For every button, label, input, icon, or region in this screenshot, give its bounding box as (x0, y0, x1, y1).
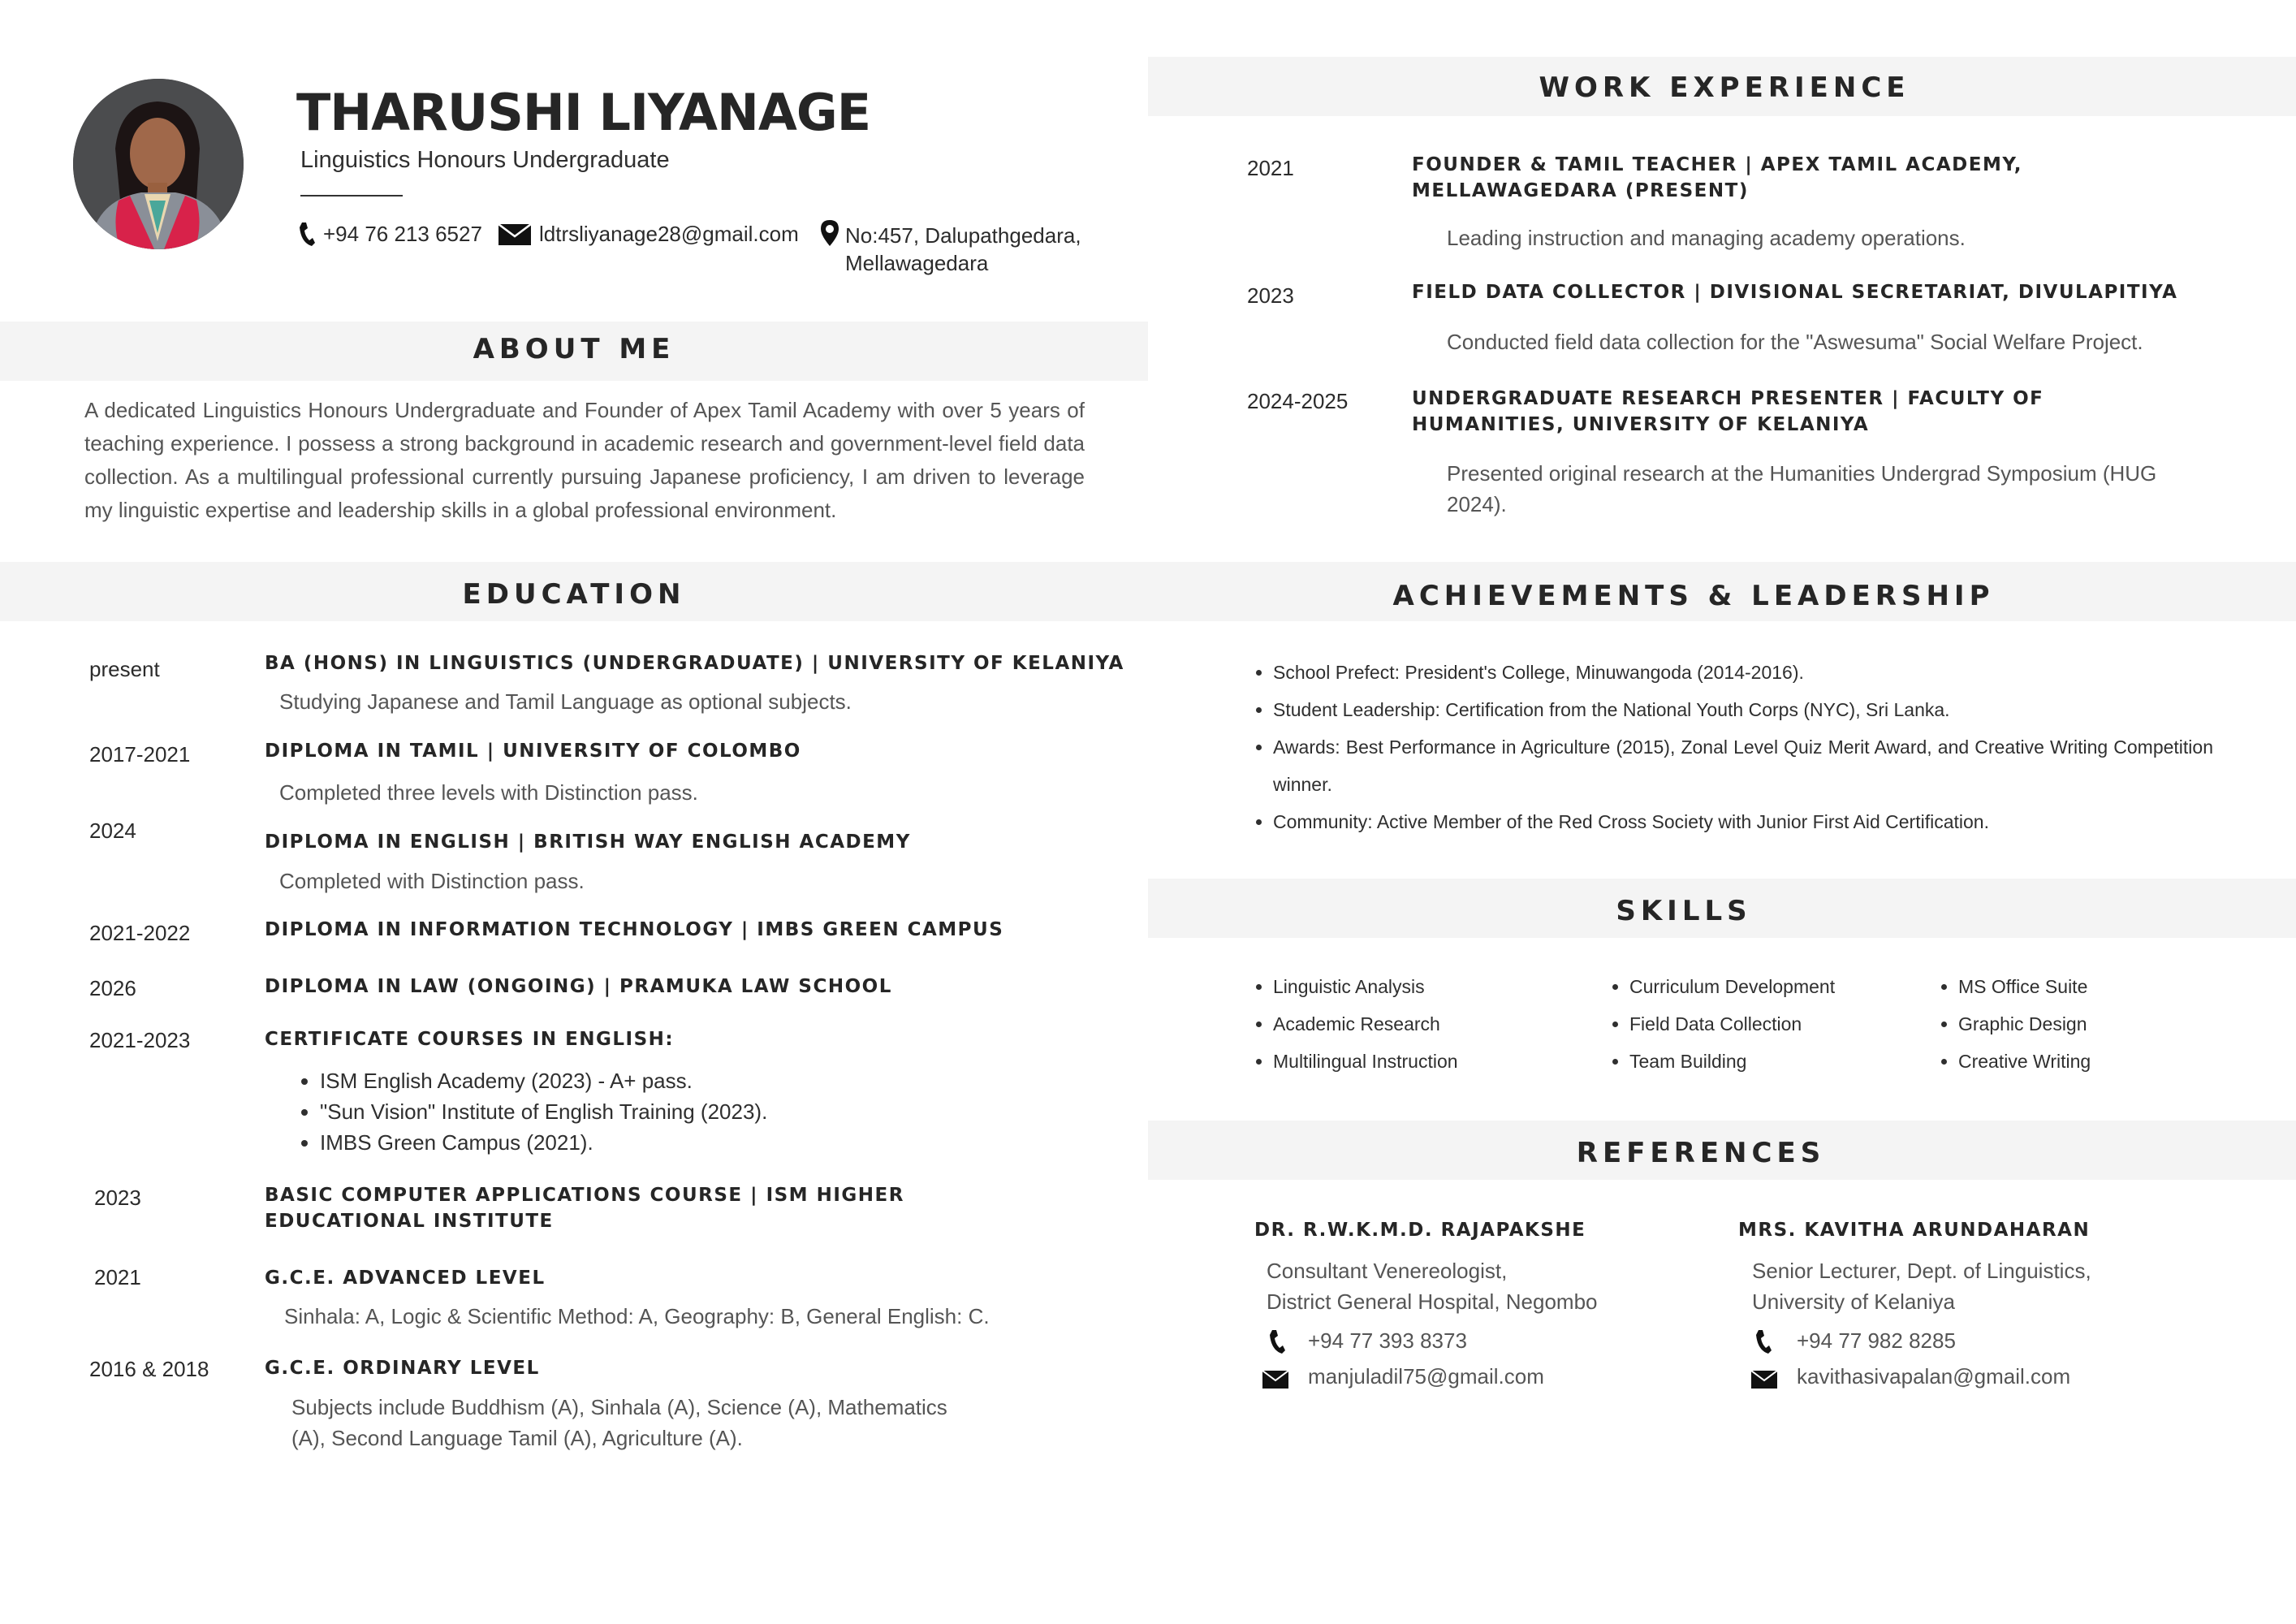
reference-role-line-2: University of Kelaniya (1752, 1289, 1955, 1314)
education-title: G.C.E. ADVANCED LEVEL (265, 1268, 546, 1289)
skill-item: • MS Office Suite (1958, 968, 2091, 1005)
education-date: 2023 (94, 1186, 141, 1210)
phone-icon (1754, 1328, 1772, 1354)
education-desc: Completed with Distinction pass. (279, 869, 585, 893)
education-date: 2021-2023 (89, 1028, 191, 1052)
reference-email[interactable]: manjuladil75@gmail.com (1308, 1364, 1544, 1389)
education-title: DIPLOMA IN INFORMATION TECHNOLOGY | IMBS GREEN CAMPUS (265, 919, 1004, 940)
skill-item: • Curriculum Development (1629, 968, 1835, 1005)
education-desc: Subjects include Buddhism (A), Sinhala (A), Science (A), Mathematics (A), Second Language Tamil (A), Agriculture (A). (291, 1395, 947, 1450)
skill-item: • Academic Research (1273, 1005, 1458, 1043)
work-desc: Conducted field data collection for the "Aswesuma" Social Welfare Project. (1447, 330, 2143, 354)
skills-heading: SKILLS (1616, 895, 1752, 927)
education-date: 2021 (94, 1265, 141, 1289)
education-title: DIPLOMA IN LAW (ONGOING) | PRAMUKA LAW SCHOOL (265, 976, 892, 997)
education-date: 2016 & 2018 (89, 1357, 209, 1381)
education-heading: EDUCATION (462, 578, 686, 611)
references-heading: REFERENCES (1576, 1137, 1826, 1169)
education-date: present (89, 657, 160, 681)
education-date: 2026 (89, 976, 136, 1000)
education-desc: Sinhala: A, Logic & Scientific Method: A, Geography: B, General English: C. (284, 1304, 990, 1328)
work-desc: Leading instruction and managing academy operations. (1447, 226, 1966, 250)
candidate-subtitle: Linguistics Honours Undergraduate (300, 147, 670, 173)
list-item: • IMBS Green Campus (2021). (320, 1127, 767, 1158)
work-date: 2021 (1247, 156, 1294, 180)
work-date: 2023 (1247, 283, 1294, 308)
list-item: • School Prefect: President's College, Minuwangoda (2014-2016). (1273, 654, 2213, 691)
about-text: A dedicated Linguistics Honours Undergraduate and Founder of Apex Tamil Academy with over 5 years of teaching experience. I possess a strong background in academic research and government-level field data collection. As a multilingual professional currently pursuing Japanese proficiency, I am driven to leverage my linguistic expertise and leadership skills in a global professional environment. (84, 398, 1085, 522)
education-title: BASIC COMPUTER APPLICATIONS COURSE | ISM HIGHER EDUCATIONAL INSTITUTE (265, 1185, 904, 1232)
envelope-icon (1262, 1371, 1288, 1389)
education-desc: Completed three levels with Distinction pass. (279, 780, 698, 805)
skill-item: • Multilingual Instruction (1273, 1043, 1458, 1080)
header-phone[interactable]: +94 76 213 6527 (323, 222, 482, 246)
reference-name: MRS. KAVITHA ARUNDAHARAN (1738, 1220, 2091, 1241)
header-email[interactable]: ldtrsliyanage28@gmail.com (539, 222, 799, 246)
skills-column-1 (1252, 968, 1458, 1080)
education-title: CERTIFICATE COURSES IN ENGLISH: (265, 1029, 675, 1050)
certificate-list (299, 1065, 767, 1158)
map-pin-icon (820, 219, 839, 247)
list-item: • Community: Active Member of the Red Cross Society with Junior First Aid Certification. (1273, 803, 2213, 840)
list-item: • "Sun Vision" Institute of English Training (2023). (320, 1096, 767, 1127)
reference-role (1752, 1255, 2091, 1317)
skills-column-2 (1608, 968, 1835, 1080)
education-title: BA (HONS) IN LINGUISTICS (UNDERGRADUATE) | UNIVERSITY OF KELANIYA (265, 653, 1124, 674)
reference-role-line-1: Senior Lecturer, Dept. of Linguistics, (1752, 1259, 2091, 1283)
reference-email[interactable]: kavithasivapalan@gmail.com (1797, 1364, 2071, 1389)
work-desc: Presented original research at the Humanities Undergrad Symposium (HUG 2024). (1447, 461, 2157, 516)
address-line-1: No:457, Dalupathgedara, (845, 223, 1081, 248)
education-desc: Studying Japanese and Tamil Language as optional subjects. (279, 689, 852, 714)
work-date: 2024-2025 (1247, 389, 1349, 413)
work-title: FOUNDER & TAMIL TEACHER | APEX TAMIL ACADEMY, MELLAWAGEDARA (PRESENT) (1412, 154, 2022, 201)
phone-icon (1268, 1328, 1286, 1354)
phone-icon (298, 221, 316, 247)
list-item: • Awards: Best Performance in Agriculture (2015), Zonal Level Quiz Merit Award, and Creative Writing Competition winner. (1273, 728, 2213, 803)
header-divider (300, 195, 403, 197)
address-line-2: Mellawagedara (845, 251, 989, 275)
candidate-name: THARUSHI LIYANAGE (296, 83, 871, 142)
list-item: • ISM English Academy (2023) - A+ pass. (320, 1065, 767, 1096)
education-date: 2017-2021 (89, 742, 191, 767)
reference-role-line-2: District General Hospital, Negombo (1267, 1289, 1598, 1314)
skills-column-3 (1937, 968, 2091, 1080)
header-address (845, 222, 1081, 277)
work-title: FIELD DATA COLLECTOR | DIVISIONAL SECRETARIAT, DIVULAPITIYA (1412, 282, 2178, 303)
about-heading: ABOUT ME (473, 333, 675, 365)
skill-item: • Linguistic Analysis (1273, 968, 1458, 1005)
skill-item: • Field Data Collection (1629, 1005, 1835, 1043)
skill-item: • Graphic Design (1958, 1005, 2091, 1043)
education-date: 2024 (89, 818, 136, 843)
envelope-icon (1751, 1371, 1777, 1389)
profile-photo (73, 79, 244, 249)
achievements-heading: ACHIEVEMENTS & LEADERSHIP (1392, 580, 1995, 612)
skill-item: • Team Building (1629, 1043, 1835, 1080)
envelope-icon (498, 224, 531, 245)
reference-role-line-1: Consultant Venereologist, (1267, 1259, 1508, 1283)
reference-role (1267, 1255, 1598, 1317)
work-heading: WORK EXPERIENCE (1539, 71, 1910, 104)
education-title: DIPLOMA IN TAMIL | UNIVERSITY OF COLOMBO (265, 741, 801, 762)
skill-item: • Creative Writing (1958, 1043, 2091, 1080)
education-title: G.C.E. ORDINARY LEVEL (265, 1358, 540, 1379)
achievements-list (1252, 654, 2213, 840)
list-item: • Student Leadership: Certification from the National Youth Corps (NYC), Sri Lanka. (1273, 691, 2213, 728)
work-title: UNDERGRADUATE RESEARCH PRESENTER | FACULTY OF HUMANITIES, UNIVERSITY OF KELANIYA (1412, 388, 2044, 435)
education-title: DIPLOMA IN ENGLISH | BRITISH WAY ENGLISH ACADEMY (265, 831, 911, 853)
reference-phone[interactable]: +94 77 982 8285 (1797, 1328, 1956, 1353)
reference-name: DR. R.W.K.M.D. RAJAPAKSHE (1254, 1220, 1586, 1241)
education-date: 2021-2022 (89, 921, 191, 945)
reference-phone[interactable]: +94 77 393 8373 (1308, 1328, 1467, 1353)
